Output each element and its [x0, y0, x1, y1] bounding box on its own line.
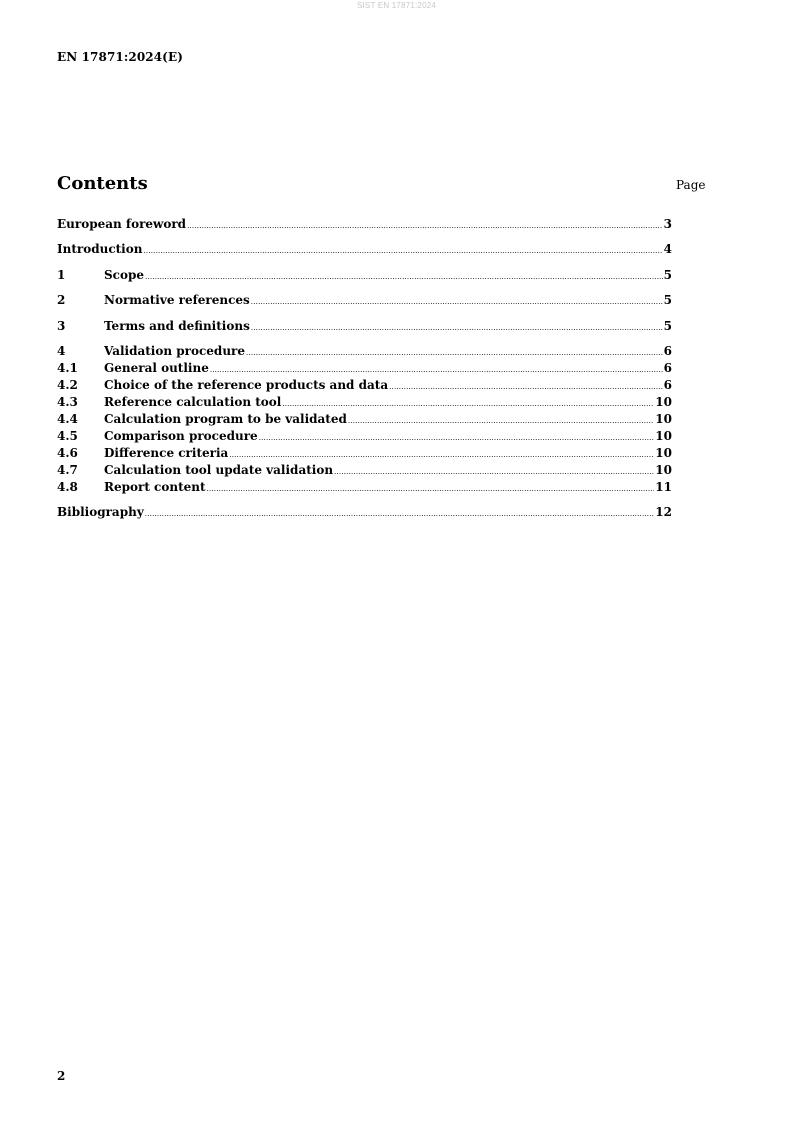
toc-entry-terms-and-definitions[interactable]: [57, 318, 672, 335]
toc-entry-number: 4.6: [57, 445, 78, 460]
toc-entry-title: Calculation tool update validation: [104, 462, 334, 477]
toc-entry-page: 11: [655, 479, 672, 494]
toc-entry-title: Introduction: [57, 242, 143, 257]
dot-leader: [251, 294, 663, 311]
dot-leader: [143, 243, 662, 260]
toc-entry-page: 10: [655, 394, 672, 409]
toc-entry-page: 4: [663, 242, 672, 257]
toc-entry-number: 4.1: [57, 360, 78, 375]
dot-leader: [145, 269, 663, 286]
toc-entry-choice-of-reference-products[interactable]: [57, 377, 672, 394]
toc-entry-page: 6: [663, 360, 672, 375]
toc-entry-number: 4.3: [57, 394, 78, 409]
toc-entry-calculation-tool-update-validation[interactable]: [57, 462, 672, 479]
toc-entry-number: 3: [57, 318, 66, 333]
toc-entry-report-content[interactable]: [57, 479, 672, 496]
toc-entry-number: 4.8: [57, 479, 78, 494]
toc-entry-page: 5: [663, 293, 672, 308]
toc-entry-bibliography[interactable]: [57, 504, 672, 521]
toc-entry-comparison-procedure[interactable]: [57, 428, 672, 445]
toc-entry-european-foreword[interactable]: [57, 216, 672, 233]
toc-entry-page: 10: [655, 445, 672, 460]
toc-entry-reference-calculation-tool[interactable]: [57, 394, 672, 411]
page-number: 2: [57, 1069, 66, 1083]
toc-entry-title: Comparison procedure: [104, 428, 258, 443]
toc-entry-title: Terms and definitions: [104, 318, 250, 333]
toc-entry-number: 1: [57, 267, 66, 282]
toc-entry-title: General outline: [104, 360, 209, 375]
toc-entry-title: European foreword: [57, 217, 187, 231]
toc-entry-number: 4.2: [57, 377, 78, 392]
toc-entry-number: 4.4: [57, 411, 78, 426]
toc-entry-calculation-program-to-be-validated[interactable]: [57, 411, 672, 428]
toc-entry-normative-references[interactable]: [57, 292, 672, 309]
dot-leader: [348, 413, 654, 430]
toc-entry-number: 4: [57, 343, 66, 358]
dot-leader: [259, 430, 655, 447]
page-column-label: Page: [676, 178, 706, 192]
toc-entry-scope[interactable]: [57, 267, 672, 284]
toc-entry-general-outline[interactable]: [57, 360, 672, 377]
document-id: EN 17871:2024(E): [57, 50, 183, 64]
toc-entry-page: 12: [655, 505, 672, 520]
toc-entry-title: Bibliography: [57, 505, 144, 520]
toc-entry-page: 5: [663, 267, 672, 282]
toc-entry-title: Scope: [104, 267, 145, 282]
toc-entry-page: 6: [663, 377, 672, 392]
toc-entry-page: 3: [663, 217, 672, 231]
toc-entry-title: Choice of the reference products and data: [104, 377, 389, 392]
toc-entry-page: 10: [655, 462, 672, 477]
toc-entry-title: Calculation program to be validated: [104, 411, 347, 426]
watermark: SIST EN 17871:2024: [356, 1, 437, 10]
dot-leader: [207, 481, 655, 498]
toc-entry-validation-procedure[interactable]: [57, 343, 672, 360]
toc-entry-title: Report content: [104, 479, 206, 494]
toc-entry-page: 5: [663, 318, 672, 333]
toc-entry-page: 6: [663, 343, 672, 358]
toc-entry-introduction[interactable]: [57, 241, 672, 258]
toc-entry-title: Reference calculation tool: [104, 394, 282, 409]
dot-leader: [145, 506, 655, 523]
toc-entry-number: 4.5: [57, 428, 78, 443]
toc-entry-page: 10: [655, 411, 672, 426]
dot-leader: [246, 345, 663, 362]
dot-leader: [187, 218, 663, 235]
toc-entry-title: Difference criteria: [104, 445, 229, 460]
dot-leader: [251, 320, 663, 337]
toc-entry-title: Validation procedure: [104, 343, 246, 358]
dot-leader: [389, 379, 663, 396]
dot-leader: [334, 464, 654, 481]
table-of-contents: [57, 216, 672, 521]
toc-entry-title: Normative references: [104, 293, 250, 308]
toc-entry-number: 4.7: [57, 462, 78, 477]
toc-entry-page: 10: [655, 428, 672, 443]
toc-entry-number: 2: [57, 293, 66, 308]
toc-entry-difference-criteria[interactable]: [57, 445, 672, 462]
contents-title: Contents: [57, 173, 148, 194]
